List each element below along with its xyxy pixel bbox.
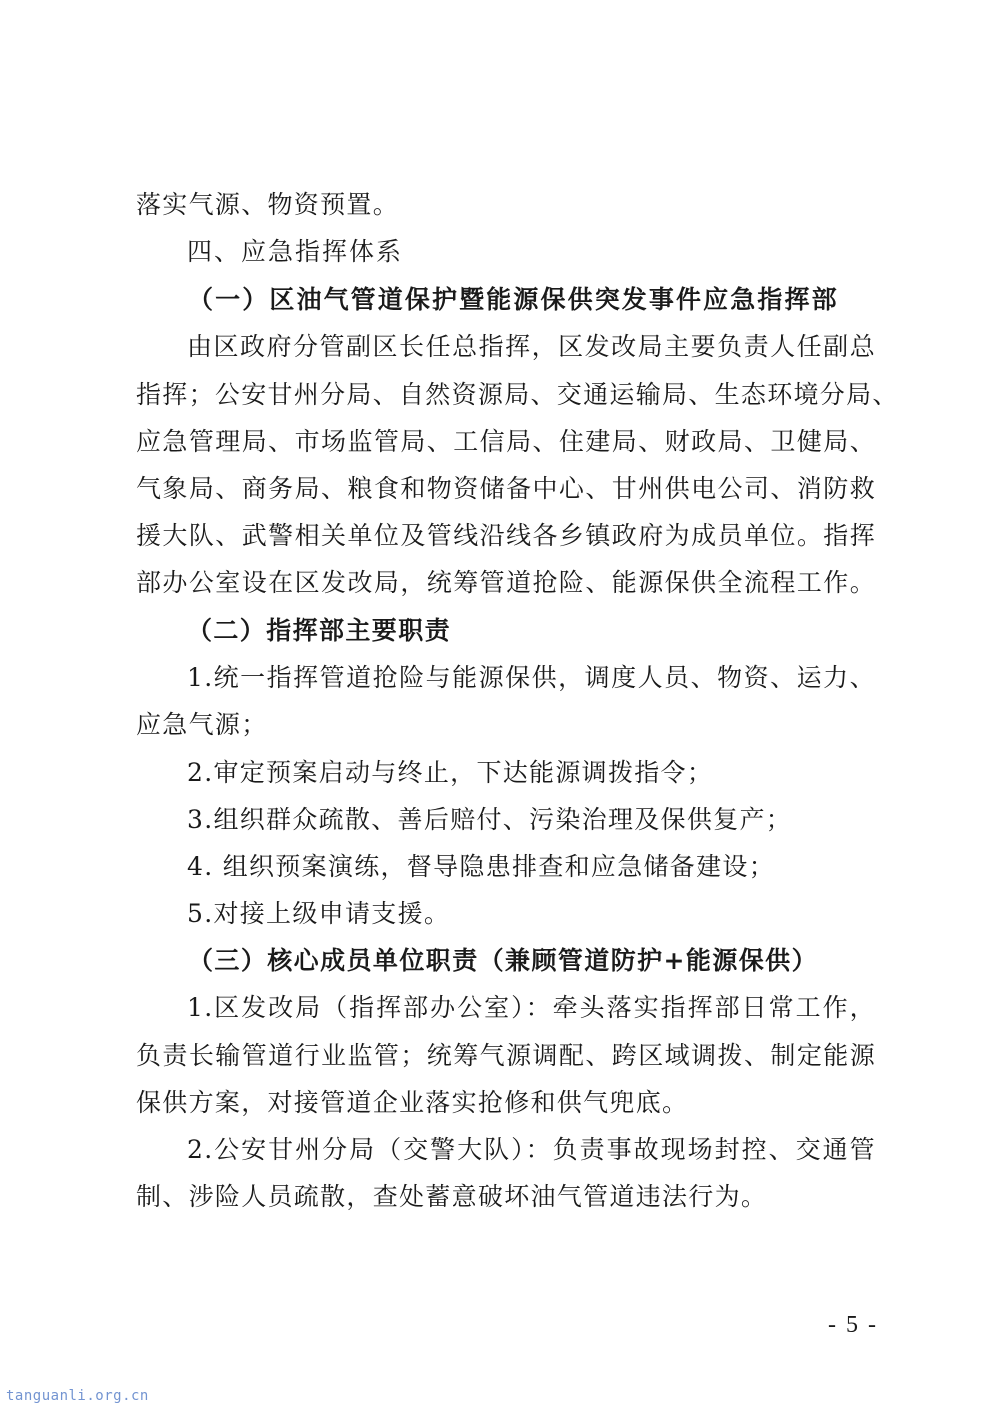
list-item: 5.对接上级申请支援。 — [187, 899, 451, 928]
paragraph-line: 落实气源、物资预置。 — [136, 190, 400, 219]
subsection-heading: （一）区油气管道保护暨能源保供突发事件应急指挥部 — [188, 285, 838, 314]
paragraph-line: 指挥；公安甘州分局、自然资源局、交通运输局、生态环境分局、 — [136, 380, 899, 409]
paragraph-line: 应急管理局、市场监管局、工信局、住建局、财政局、卫健局、 — [136, 427, 876, 456]
list-item: 1.统一指挥管道抢险与能源保供，调度人员、物资、运力、 — [187, 663, 876, 692]
list-item: 2.审定预案启动与终止，下达能源调拨指令； — [187, 758, 714, 787]
paragraph-line: 1.区发改局（指挥部办公室）：牵头落实指挥部日常工作， — [187, 993, 876, 1022]
paragraph-line: 由区政府分管副区长任总指挥，区发改局主要负责人任副总 — [187, 332, 876, 361]
watermark: tanguanli.org.cn — [6, 1388, 149, 1404]
paragraph-line: 负责长输管道行业监管；统筹气源调配、跨区域调拨、制定能源 — [136, 1041, 876, 1070]
paragraph-line: 制、涉险人员疏散，查处蓄意破坏油气管道违法行为。 — [136, 1182, 768, 1211]
subsection-heading: （三）核心成员单位职责（兼顾管道防护+能源保供） — [188, 946, 818, 975]
list-item: 3.组织群众疏散、善后赔付、污染治理及保供复产； — [187, 805, 793, 834]
section-heading: 四、应急指挥体系 — [187, 237, 404, 266]
paragraph-line: 援大队、武警相关单位及管线沿线各乡镇政府为成员单位。指挥 — [136, 521, 876, 550]
paragraph-line: 气象局、商务局、粮食和物资储备中心、甘州供电公司、消防救 — [136, 474, 876, 503]
paragraph-line: 部办公室设在区发改局，统筹管道抢险、能源保供全流程工作。 — [136, 568, 876, 597]
list-item: 4. 组织预案演练，督导隐患排查和应急储备建设； — [187, 852, 776, 881]
page-number: - 5 - — [828, 1312, 878, 1338]
paragraph-line: 保供方案，对接管道企业落实抢修和供气兜底。 — [136, 1088, 689, 1117]
subsection-heading: （二）指挥部主要职责 — [187, 616, 452, 645]
paragraph-line: 2.公安甘州分局（交警大队）：负责事故现场封控、交通管 — [187, 1135, 876, 1164]
list-item-continuation: 应急气源； — [136, 710, 268, 739]
